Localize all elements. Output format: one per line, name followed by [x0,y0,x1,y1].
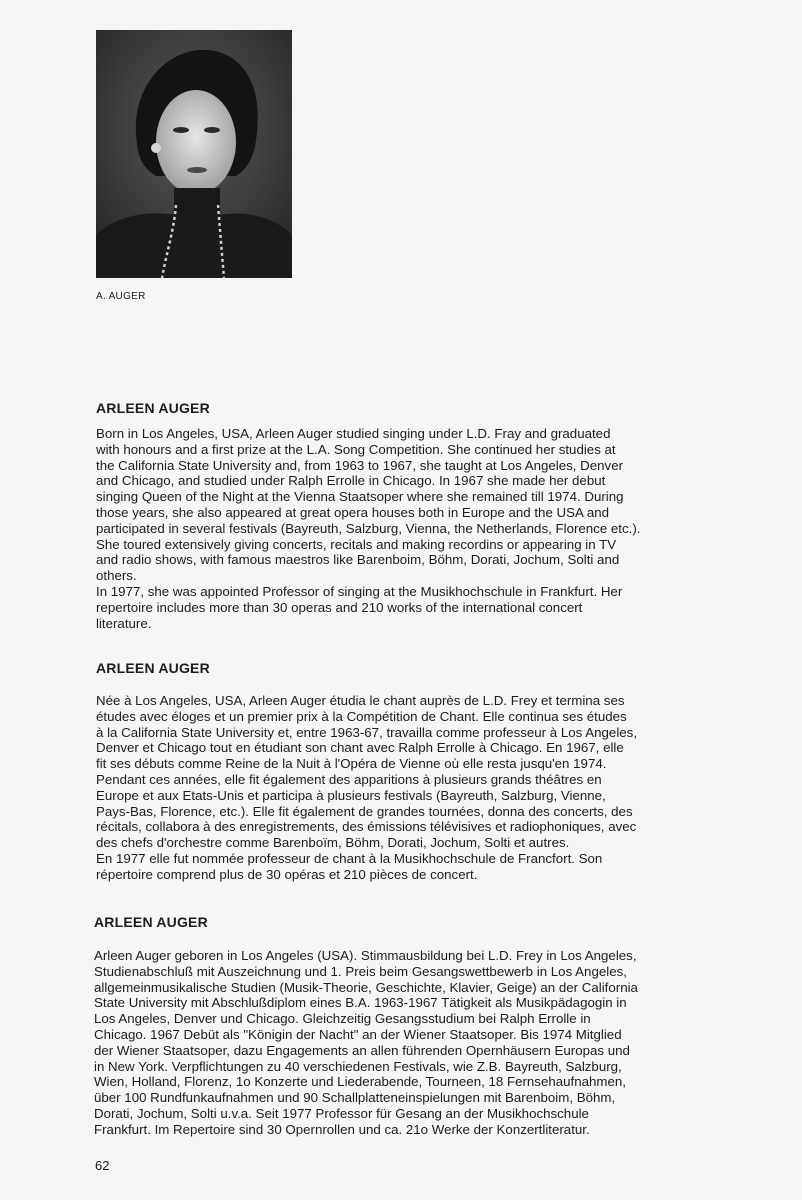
biography-english [96,400,796,631]
section-title-english: ARLEEN AUGER [96,400,210,416]
page-number: 62 [95,1158,110,1173]
section-title-french: ARLEEN AUGER [96,660,210,676]
section-title-german: ARLEEN AUGER [94,914,208,930]
section-body-french: Née à Los Angeles, USA, Arleen Auger étudia le chant auprès de L.D. Frey et termina ses études avec éloges et un premier prix à la Compétition de Chant. Elle continua ses études à la California State University et, entre 1963-67, travailla comme professeur à Los Angeles, Denver et Chicago tout en étudiant son chant avec Ralph Errolle à Chicago. En 1967, elle fit ses débuts comme Reine de la Nuit à l'Opéra de Vienne où elle resta jusqu'en 1974. Pendant ces années, elle fit également des apparitions à plusieurs grands théâtres en Europe et aux Etats-Unis et participa à plusieurs festivals (Bayreuth, Salzburg, Vienne, Pays-Bas, Florence, etc.). Elle fit également de grandes tournées, donna des concerts, des récitals, collabora à des enregistrements, des émissions télévisives et radiophoniques, avec des chefs d'orchestre comme Barenboïm, Böhm, Dorati, Jochum, Solti et autres. En 1977 elle fut nommée professeur de chant à la Musikhochschule de Francfort. Son répertoire comprend plus de 30 opéras et 210 pièces de concert. [96,693,638,882]
portrait-illustration [96,30,292,278]
photo-caption: A. AUGER [96,291,146,302]
section-body-english: Born in Los Angeles, USA, Arleen Auger studied singing under L.D. Fray and graduated with honours and a first prize at the L.A. Song Competition. She continued her studies at the California State University and, from 1963 to 1967, she taught at Los Angeles, Denver and Chicago, and studied under Ralph Errolle in Chicago. In 1967 she made her debut singing Queen of the Night at the Vienna Staatsoper where she remained till 1974. During those years, she also appeared at great opera houses both in Europe and the USA and participated in several festivals (Bayreuth, Salzburg, Vienna, the Netherlands, Florence etc.). She toured extensively giving concerts, recitals and making recordins or appearing in TV and radio shows, with famous maestros like Barenboim, Böhm, Dorati, Jochum, Solti and others. In 1977, she was appointed Professor of singing at the Musikhochschule in Frankfurt. Her repertoire includes more than 30 operas and 210 works of the international concert literature. [96,426,641,631]
portrait-photo [96,30,292,278]
section-body-german: Arleen Auger geboren in Los Angeles (USA). Stimmausbildung bei L.D. Frey in Los Angeles, Studienabschluß mit Auszeichnung und 1. Preis beim Gesangswettbewerb in Los Angeles, allgemeinmusikalische Studien (Musik-Theorie, Geschichte, Klavier, Geige) an der California State University mit Abschlußdiplom eines B.A. 1963-1967 Tätigkeit als Musikpädagogin in Los Angeles, Denver und Chicago. Gleichzeitig Gesangsstudium bei Ralph Errolle in Chicago. 1967 Debüt als "Königin der Nacht" an der Wiener Staatsoper. Bis 1974 Mitglied der Wiener Staatsoper, dazu Engagements an allen führenden Opernhäusern Europas und in New York. Verpflichtungen zu 40 verschiedenen Festivals, wie Z.B. Bayreuth, Salzburg, Wien, Holland, Florenz, 1o Konzerte und Liederabende, Tourneen, 18 Fernsehaufnahmen, über 100 Rundfunkaufnahmen und 90 Schallplatteneinspielungen mit Barenboim, Böhm, Dorati, Jochum, Solti u.v.a. Seit 1977 Professor für Gesang an der Musikhochschule Frankfurt. Im Repertoire sind 30 Opernrollen und ca. 21o Werke der Konzertliteratur. [94,948,638,1137]
biography-german [94,914,794,1138]
biography-french [96,660,796,883]
